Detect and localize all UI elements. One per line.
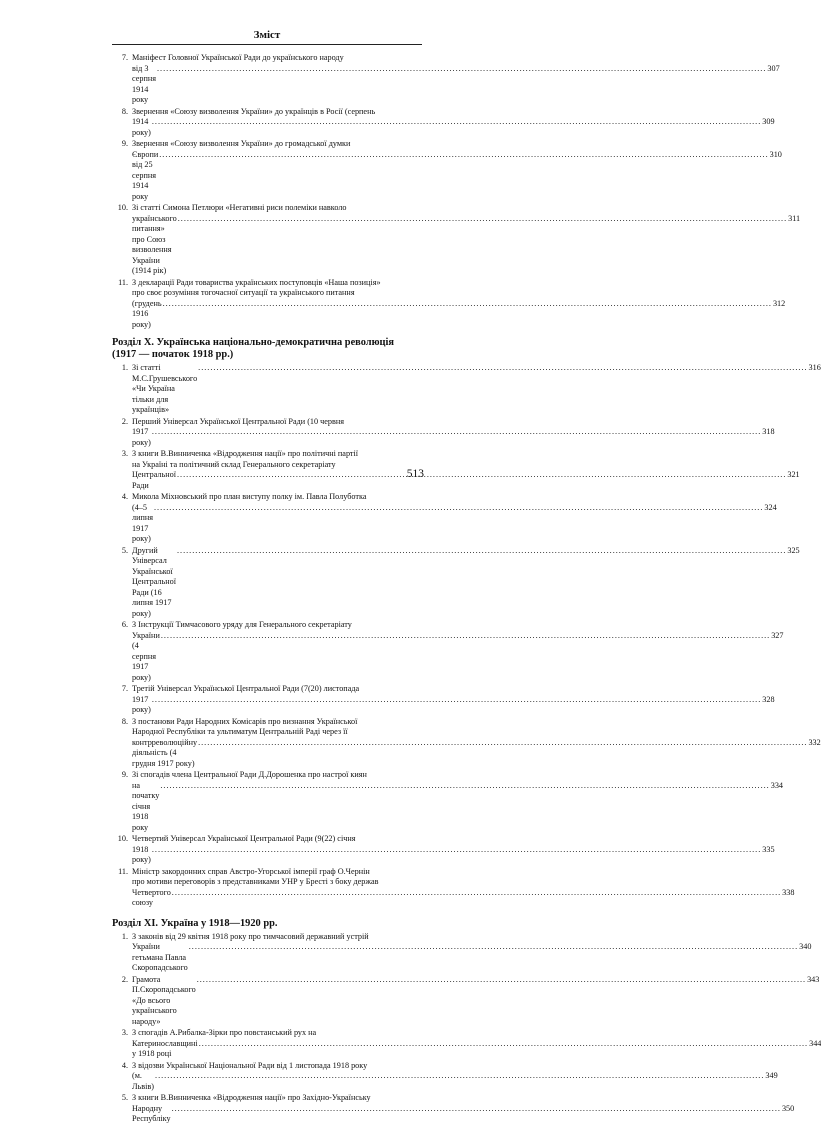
- entry-page: 328: [762, 694, 775, 704]
- entry-number: 1.: [121, 363, 128, 372]
- toc-entry: [112, 974, 820, 1028]
- dot-leader: [152, 427, 761, 438]
- toc-entry: [112, 449, 800, 491]
- table-of-contents: [112, 53, 821, 1126]
- dot-leader: [199, 1039, 808, 1050]
- entry-number: 1.: [121, 931, 128, 941]
- entry-number: 3.: [121, 449, 128, 458]
- entry-title-line: України гетьмана Павла Скоропадського: [132, 942, 188, 972]
- entry-page: 327: [771, 630, 784, 640]
- entry-page: 338: [782, 887, 795, 897]
- dot-leader: [152, 117, 761, 128]
- dot-leader: [159, 150, 768, 161]
- toc-entry: [112, 53, 780, 106]
- entry-page: 310: [769, 149, 782, 159]
- entry-title-line: Звернення «Союзу визволення України» до громадської думки: [132, 139, 351, 148]
- toc-entry: [112, 684, 775, 716]
- section-xi-title: Розділ ХІ. Україна у 1918—1920 рр.: [112, 917, 278, 929]
- entry-title-line: Перший Універсал Української Центральної Ради (10 червня: [132, 416, 345, 426]
- entry-number: 3.: [121, 1028, 128, 1037]
- dot-leader: [157, 64, 766, 75]
- toc-entry: [112, 277, 786, 331]
- dot-leader: [172, 888, 781, 899]
- entry-title-line: про своє розуміння тогочасної ситуації та українського питання: [132, 288, 355, 297]
- dot-leader: [177, 546, 786, 557]
- entry-title-line: 1917 року): [132, 694, 151, 714]
- entry-title-line: 1918 року): [132, 844, 151, 864]
- toc-entry: [112, 931, 812, 974]
- toc-entry: [112, 363, 821, 416]
- dot-leader: [161, 631, 770, 642]
- entry-title-line: (м. Львів): [132, 1071, 155, 1091]
- entry-title-line: Четвертого союзу: [132, 887, 171, 907]
- entry-title-line: З декларації Ради товариства українських поступовців «Наша позиція»: [132, 277, 381, 287]
- entry-page: 343: [807, 974, 820, 984]
- toc-block-continued: [112, 53, 801, 331]
- entry-page: 350: [781, 1103, 795, 1113]
- entry-title-line: Четвертий Універсал Української Центральної Ради (9(22) січня: [132, 834, 356, 843]
- entry-number: 6.: [121, 620, 128, 629]
- dot-leader: [198, 363, 807, 374]
- page-number: 513: [406, 468, 424, 480]
- toc-block-section-xi: [112, 931, 821, 1126]
- section-x-subtitle: (1917 — початок 1918 рр.): [112, 349, 234, 360]
- entry-page: 321: [787, 470, 800, 479]
- entry-title-line: на початку січня 1918 року: [132, 780, 160, 832]
- entry-number: 7.: [121, 684, 128, 693]
- entry-number: 2.: [121, 974, 128, 984]
- toc-entry: [112, 620, 784, 683]
- dot-leader: [178, 214, 787, 225]
- entry-title-line: З книги В.Винниченка «Відродження нації» про Західно-Українську: [132, 1093, 371, 1102]
- entry-title-line: Центральної Ради: [132, 470, 176, 490]
- entry-page: 340: [799, 942, 812, 951]
- dot-leader: [154, 503, 763, 514]
- entry-page: 335: [762, 844, 775, 854]
- toc-entry: [112, 1028, 821, 1060]
- dot-leader: [177, 470, 786, 481]
- toc-entry: [112, 106, 775, 139]
- entry-title-line: Катеринославщині у 1918 році: [132, 1038, 198, 1058]
- toc-block-section-x: [112, 363, 821, 910]
- entry-number: 5.: [121, 1093, 128, 1102]
- entry-title-line: контрреволюційну діяльність (4 грудня 1917 року): [132, 737, 198, 768]
- entry-page: 318: [762, 427, 775, 436]
- entry-title-line: Народну Республіку: [132, 1103, 171, 1123]
- toc-entry: [112, 770, 783, 833]
- entry-page: 309: [762, 117, 775, 126]
- entry-number: 10.: [117, 203, 128, 212]
- entry-page: 334: [770, 780, 783, 790]
- entry-title-line: (грудень 1916 року): [132, 298, 162, 329]
- entry-number: 9.: [121, 770, 128, 779]
- entry-title-line: Зі статті М.С.Грушевського «Чи Україна тільки для українців»: [132, 363, 198, 414]
- entry-title-line: Маніфест Головної Української Ради до українського народу: [132, 53, 344, 62]
- entry-page: 311: [788, 213, 801, 223]
- entry-title-line: З книги В.Винниченка «Відродження нації» про політичні партії: [132, 449, 359, 458]
- toc-entry: [112, 1060, 778, 1093]
- toc-entry: [112, 545, 800, 620]
- entry-number: 7.: [121, 53, 128, 62]
- entry-title-line: Микола Міхновський про план виступу полку ім. Павла Полуботка: [132, 492, 367, 501]
- entry-title-line: українського питання» про Союз визволення України (1914 рік): [132, 213, 177, 275]
- toc-entry: [112, 834, 775, 866]
- toc-entry: [112, 416, 775, 449]
- dot-leader: [198, 738, 807, 749]
- dot-leader: [197, 975, 806, 986]
- entry-number: 8.: [121, 106, 128, 116]
- dot-leader: [155, 1071, 764, 1082]
- entry-title-line: Третій Універсал Української Центральної Ради (7(20) листопада: [132, 684, 360, 693]
- entry-title-line: на Україні та політичний склад Генерального секретаріату: [132, 459, 336, 469]
- entry-page: 349: [765, 1071, 778, 1080]
- entry-title-line: Другий Універсал Української Центральної Ради (16 липня 1917 року): [132, 545, 176, 618]
- toc-entry: [112, 139, 782, 202]
- entry-title-line: З законів від 29 квітня 1918 року про тимчасовий державний устрій: [132, 931, 369, 941]
- entry-title-line: Грамота П.Скоропадського «До всього українського народу»: [132, 974, 196, 1026]
- entry-title-line: Зі статті Симона Петлюри «Негативні риси полеміки навколо: [132, 203, 347, 212]
- toc-entry: [112, 866, 795, 909]
- entry-title-line: 1917 року): [132, 427, 151, 447]
- entry-number: 11.: [118, 866, 128, 876]
- dot-leader: [189, 942, 798, 953]
- entry-page: 324: [764, 502, 777, 512]
- entry-title-line: З спогадів А.Рибалка-Зірки про повстанський рух на: [132, 1028, 317, 1037]
- dot-leader: [152, 695, 761, 706]
- entry-title-line: (4–5 липня 1917 року): [132, 502, 153, 543]
- entry-title-line: від 3 серпня 1914 року: [132, 63, 156, 104]
- entry-title-line: України (4 серпня 1917 року): [132, 630, 160, 682]
- entry-title-line: Народної Республіки та ультиматум Центральній Раді через її: [132, 727, 348, 736]
- entry-number: 9.: [121, 139, 128, 148]
- entry-number: 4.: [121, 492, 128, 501]
- dot-leader: [160, 781, 769, 792]
- section-x-title: Розділ Х. Українська національно-демократична революція: [112, 337, 395, 348]
- entry-page: 316: [808, 363, 821, 372]
- entry-number: 11.: [118, 277, 128, 287]
- entry-page: 332: [808, 737, 821, 747]
- toc-entry: [112, 492, 777, 545]
- entry-title-line: Зі спогадів члена Центральної Ради Д.Дорошенка про настрої киян: [132, 770, 367, 779]
- entry-title-line: З Інструкції Тимчасового уряду для Генерального секретаріату: [132, 620, 352, 629]
- entry-page: 312: [772, 298, 786, 308]
- entry-number: 10.: [117, 834, 128, 843]
- entry-page: 325: [787, 545, 800, 555]
- toc-entry: [112, 203, 801, 277]
- entry-title-line: З постанови Ради Народних Комісарів про визнання Української: [132, 716, 358, 726]
- toc-entry: [112, 716, 821, 770]
- entry-title-line: 1914 року): [132, 117, 151, 137]
- entry-number: 8.: [121, 716, 128, 726]
- dot-leader: [163, 299, 772, 310]
- entry-page: 307: [767, 63, 780, 73]
- dot-leader: [152, 845, 761, 856]
- dot-leader: [172, 1104, 781, 1115]
- entry-title-line: З відозви Української Національної Ради від 1 листопада 1918 року: [132, 1060, 368, 1070]
- entry-number: 2.: [121, 416, 128, 426]
- entry-title-line: Європи від 25 серпня 1914 року: [132, 149, 159, 201]
- toc-entry: [112, 1093, 795, 1125]
- entry-number: 4.: [121, 1060, 128, 1070]
- entry-title-line: Звернення «Союзу визволення України» до українців в Росії (серпень: [132, 106, 376, 116]
- running-head: Зміст: [253, 29, 281, 41]
- entry-title-line: Міністр закордонних справ Австро-Угорської імперії граф О.Чернін: [132, 866, 370, 876]
- entry-page: 344: [809, 1038, 821, 1048]
- entry-number: 5.: [121, 545, 128, 555]
- header-rule: [112, 44, 422, 45]
- entry-title-line: про мотиви переговорів з представниками УНР у Бресті з боку держав: [132, 877, 379, 886]
